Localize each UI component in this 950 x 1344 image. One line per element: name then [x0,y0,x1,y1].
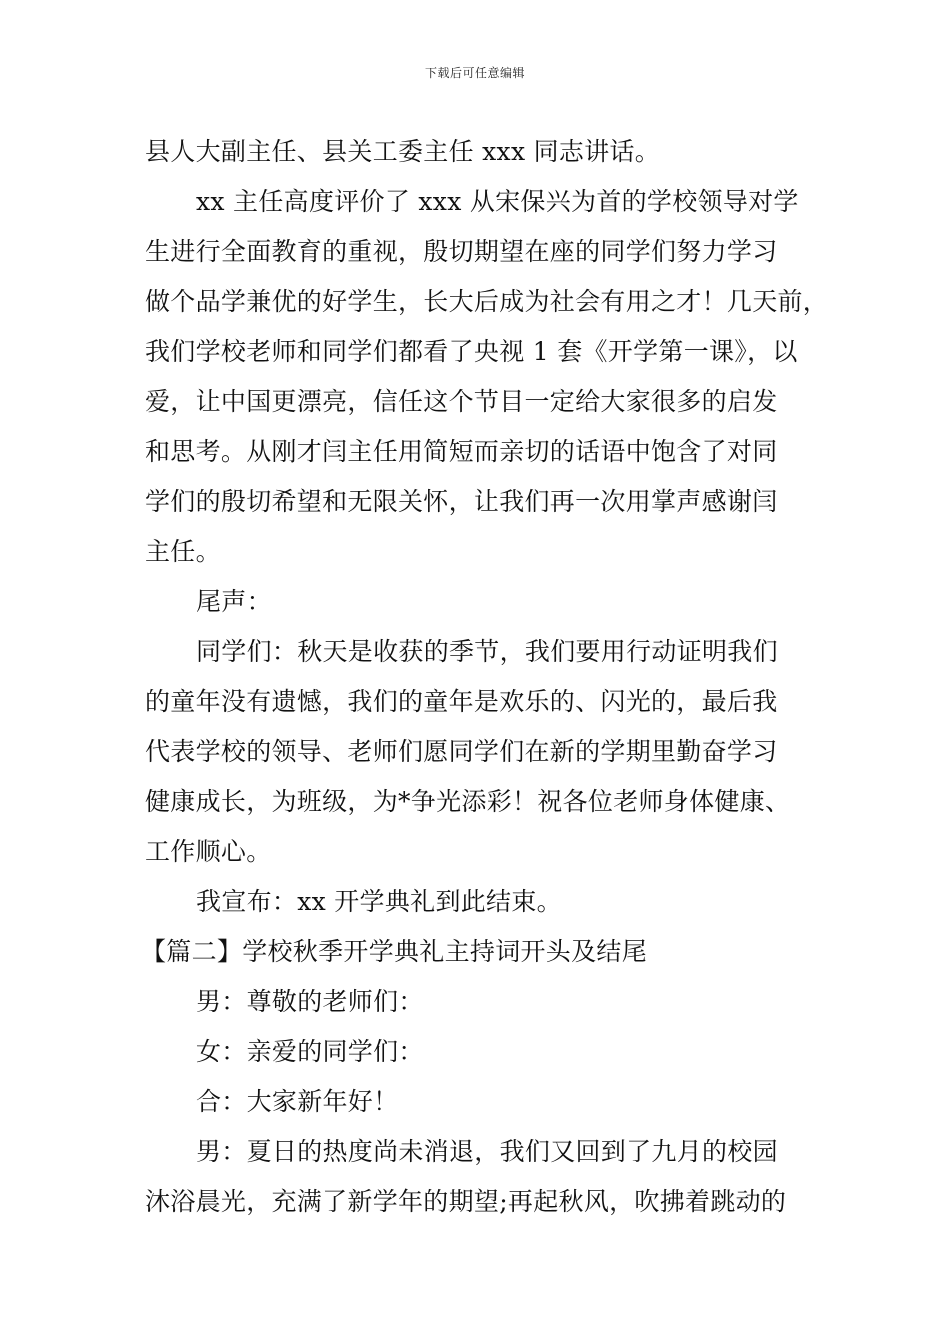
dialogue-line: 男：尊敬的老师们： [196,987,424,1016]
paragraph-start-line: xx 主任高度评价了 xxx 从宋保兴为首的学校领导对学 [196,187,799,216]
text-line: 做个品学兼优的好学生，长大后成为社会有用之才！几天前， [145,287,829,316]
text-line: 和思考。从刚才闫主任用简短而亲切的话语中饱含了对同 [145,437,778,466]
text-line: 的童年没有遗憾，我们的童年是欢乐的、闪光的，最后我 [145,687,778,716]
text-line: 学们的殷切希望和无限关怀，让我们再一次用掌声感谢闫 [145,487,778,516]
text-line: 主任。 [145,537,221,566]
section-label: 尾声： [196,587,272,616]
page-header: 下载后可任意编辑 [424,66,525,80]
text-line: 我们学校老师和同学们都看了央视 1 套《开学第一课》，以 [145,337,798,366]
text-line: 沐浴晨光，充满了新学年的期望;再起秋风，吹拂着跳动的 [145,1187,787,1216]
text-line: 生进行全面教育的重视，殷切期望在座的同学们努力学习 [145,237,778,266]
paragraph-start-line: 我宣布：xx 开学典礼到此结束。 [196,887,562,916]
section-heading: 【篇二】学校秋季开学典礼主持词开头及结尾 [141,937,648,966]
text-line: 县人大副主任、县关工委主任 xxx 同志讲话。 [145,137,661,166]
text-line: 工作顺心。 [145,837,272,866]
text-line: 健康成长，为班级，为*争光添彩！祝各位老师身体健康、 [145,787,791,816]
dialogue-line: 女：亲爱的同学们： [196,1037,424,1066]
dialogue-line: 合：大家新年好！ [196,1087,399,1116]
document-body [141,127,829,1227]
paragraph-start-line: 同学们：秋天是收获的季节，我们要用行动证明我们 [196,637,778,666]
text-line: 爱，让中国更漂亮，信任这个节目一定给大家很多的启发 [145,387,778,416]
dialogue-line: 男：夏日的热度尚未消退，我们又回到了九月的校园 [196,1137,778,1166]
text-line: 代表学校的领导、老师们愿同学们在新的学期里勤奋学习 [145,737,778,766]
